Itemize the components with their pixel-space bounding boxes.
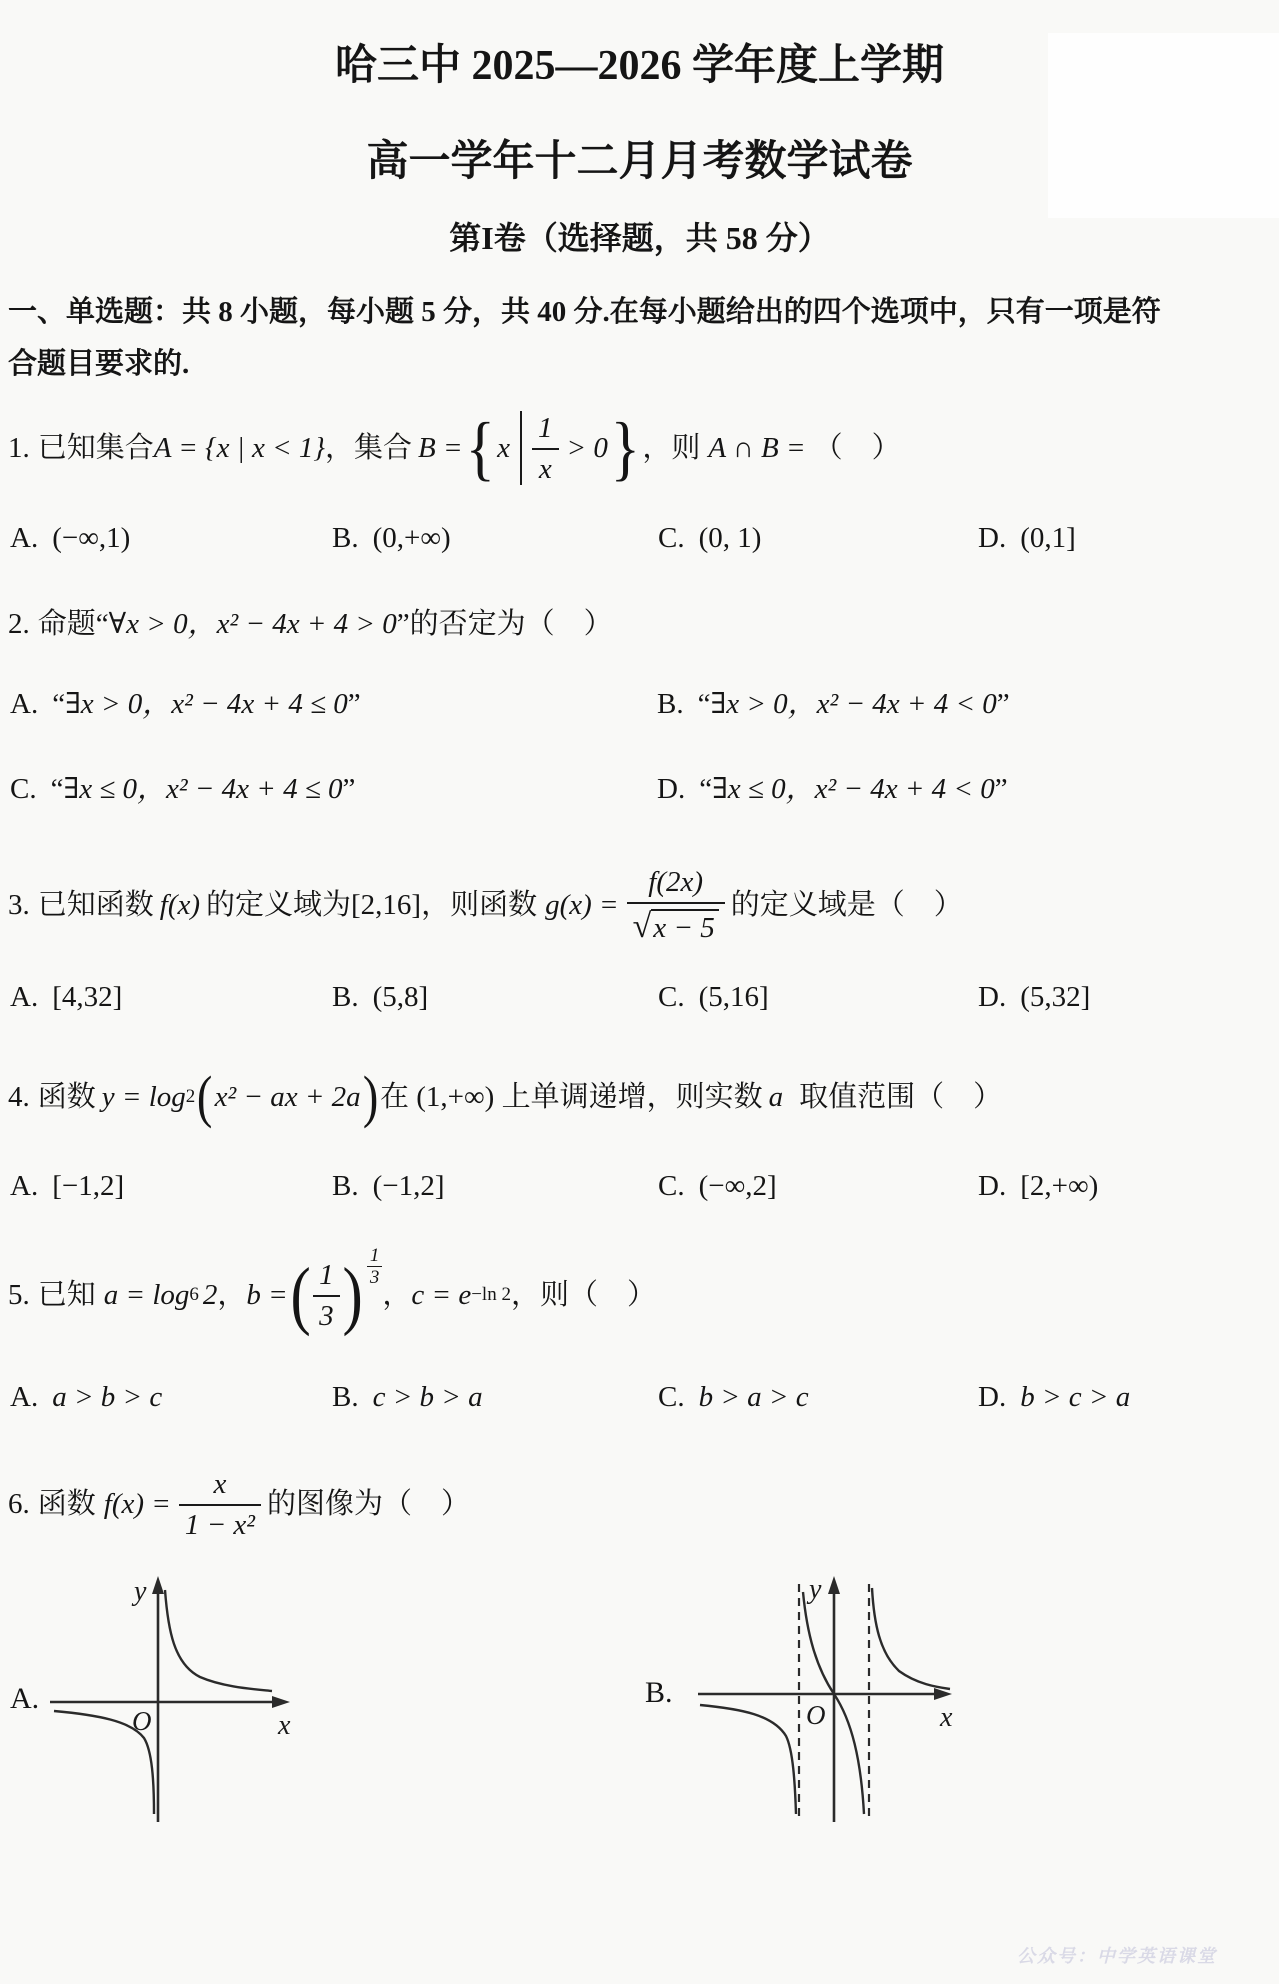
q1-option-b [332, 522, 658, 555]
exam-title-line1: 哈三中 2025—2026 学年度上学期 [334, 43, 944, 89]
q5-frac-denominator: 3 [319, 1300, 334, 1332]
q3-option-c-value: (5,16] [698, 981, 769, 1013]
q1-set-b-var: x [497, 432, 511, 464]
scan-shade-rect [1048, 33, 1279, 218]
q3-option-d [978, 981, 1279, 1014]
q5-option-a [10, 1381, 332, 1414]
q5-frac-numerator: 1 [313, 1257, 340, 1297]
q1-option-a-label: A. [10, 522, 39, 554]
question-2-options-row2 [0, 766, 1279, 807]
question-1-stem: 1. 已知集合 A = {x | x < 1} ，集合 B = { x $\frac{1}{x}$ > 0 } ，则 A ∩ B = （ ） [8, 408, 901, 488]
q5-number: 5. [8, 1279, 30, 1311]
graph-a-y-arrowhead [152, 1576, 164, 1594]
q1-text-1: 已知集合 [37, 432, 154, 464]
q3-radical-sign: √ [632, 908, 652, 946]
graph-a-curve-q1-branch [165, 1590, 272, 1691]
q4-option-d [978, 1170, 1279, 1203]
q2-option-b [657, 681, 1279, 722]
q3-frac-numerator: f(2x) [627, 864, 725, 904]
q3-fx-formula: f(x) [159, 889, 201, 921]
q3-option-d-label: D. [978, 981, 1007, 1013]
q1-fraction-1-over-x [532, 410, 559, 487]
q6-text-1: 函数 [37, 1488, 96, 1520]
q5-a-definition: a = log [103, 1279, 190, 1311]
q3-text-2: 的定义域为[2,16]，则函数 [206, 889, 538, 921]
q1-option-c [658, 522, 978, 555]
q4-var-a: a [768, 1081, 784, 1113]
q2-option-a-value: ∃x > 0，x² − 4x + 4 ≤ 0 [65, 688, 348, 720]
q4-option-d-label: D. [978, 1170, 1007, 1202]
graph-b-origin-label: O [806, 1700, 826, 1730]
question-6-graph-options [0, 1574, 1279, 1839]
q4-option-b-label: B. [332, 1170, 359, 1202]
q2-option-b-label: B. [657, 688, 684, 720]
q4-log-base: y = log [101, 1081, 186, 1113]
q3-number: 3. [8, 889, 30, 921]
question-6 [0, 1456, 1279, 1839]
q3-option-c-label: C. [658, 981, 685, 1013]
q1-option-b-value: (0,+∞) [372, 522, 451, 554]
graph-a-y-label: y [134, 1576, 147, 1607]
q5-option-d [978, 1381, 1279, 1414]
q2-text-1: 命题“ [37, 608, 109, 640]
q1-set-b-lhs: B = [418, 432, 463, 464]
q6-frac-denominator: 1 − x² [184, 1509, 255, 1541]
q4-log-subscript: 2 [185, 1086, 196, 1107]
q2-number: 2. [8, 608, 30, 640]
q1-option-a [10, 522, 332, 555]
q2-option-b-openquote: “ [697, 688, 711, 720]
q5-c-exponent: −ln 2 [471, 1284, 511, 1305]
q5-option-c-value: b > a > c [698, 1381, 809, 1413]
q1-option-a-value: (−∞,1) [52, 522, 131, 554]
q1-set-b-relation: > 0 [566, 432, 608, 464]
graph-a-origin-label: O [132, 1706, 152, 1736]
question-2 [0, 601, 1279, 807]
q3-option-d-value: (5,32] [1020, 981, 1091, 1013]
section-instructions [0, 258, 1279, 390]
question-4-stem: 4. 函数 y = log 2 ( x² − ax + 2a ) 在 (1,+∞) 上单调递增，则实数 a 取值范围（ ） [8, 1064, 1003, 1129]
q5-option-c [658, 1381, 978, 1414]
q5-option-b [332, 1381, 658, 1414]
q5-option-a-value: a > b > c [52, 1381, 163, 1413]
q2-option-d-openquote: “ [699, 773, 713, 805]
q5-option-a-label: A. [10, 1381, 39, 1413]
question-3 [0, 855, 1279, 1014]
q2-option-d-label: D. [657, 773, 686, 805]
q5-a-argument: 2 [202, 1279, 218, 1311]
q1-frac-denominator: x [538, 453, 552, 485]
q4-text-2: 在 (1,+∞) 上单调递增，则实数 [380, 1081, 763, 1113]
q4-option-c-value: (−∞,2] [698, 1170, 777, 1202]
q6-graph-b-svg [688, 1574, 978, 1826]
instructions-line1: 一、单选题：共 8 小题，每小题 5 分，共 40 分.在每小题给出的四个选项中，只有一项是符 [8, 296, 1161, 328]
graph-a-x-label: x [278, 1710, 291, 1741]
q2-option-c-label: C. [10, 773, 37, 805]
q2-option-b-closequote: ” [996, 688, 1010, 720]
q2-option-a [10, 681, 657, 722]
graph-b-y-label: y [809, 1574, 822, 1605]
q2-option-a-closequote: ” [347, 688, 361, 720]
q1-intersection-expr: A ∩ B = [708, 432, 806, 464]
q1-set-a-formula: A = {x | x < 1} [153, 432, 326, 464]
q1-set-builder-bar [520, 411, 522, 485]
q4-option-b [332, 1170, 658, 1203]
q3-option-b [332, 981, 658, 1014]
q2-option-c-value: ∃x ≤ 0，x² − 4x + 4 ≤ 0 [63, 773, 343, 805]
q5-comma-2: ， [382, 1279, 412, 1311]
q1-number: 1. [8, 432, 30, 464]
q4-option-b-value: (−1,2] [372, 1170, 445, 1202]
q2-option-b-value: ∃x > 0，x² − 4x + 4 < 0 [710, 688, 997, 720]
q3-gx-fraction [627, 864, 725, 946]
q2-option-d [657, 766, 1279, 807]
q5-b-lhs: b = [246, 1279, 288, 1311]
q3-text-1: 已知函数 [37, 889, 154, 921]
q2-option-c-openquote: “ [50, 773, 64, 805]
q2-proposition-formula: ∀x > 0，x² − 4x + 4 > 0 [108, 608, 397, 640]
q5-exponent-fraction [367, 1246, 383, 1289]
question-1 [0, 394, 1279, 555]
q1-option-d-label: D. [978, 522, 1007, 554]
q2-option-d-value: ∃x ≤ 0，x² − 4x + 4 < 0 [712, 773, 995, 805]
question-3-stem [0, 855, 1279, 955]
q1-answer-blank: （ ） [813, 432, 901, 464]
q3-radicand: x − 5 [651, 909, 718, 944]
q5-log-subscript: 6 [189, 1284, 199, 1305]
question-1-options [0, 522, 1279, 555]
q6-fx-fraction [179, 1466, 261, 1543]
q4-text-3: 取值范围（ ） [799, 1081, 1003, 1113]
question-5-options [0, 1381, 1279, 1414]
q6-fx-lhs: f(x) = [103, 1488, 171, 1520]
q1-frac-numerator: 1 [532, 410, 559, 450]
q3-option-a-label: A. [10, 981, 39, 1013]
q2-option-c-closequote: ” [342, 773, 356, 805]
instructions-line2: 合题目要求的. [8, 348, 190, 380]
question-3-options [0, 981, 1279, 1014]
q4-option-c-label: C. [658, 1170, 685, 1202]
q5-comma-1: ， [217, 1279, 247, 1311]
q4-option-c [658, 1170, 978, 1203]
question-5-stem: 5. 已知 a = log 6 2 ， b = ( $\frac{1}{3}$ ) $\frac{1}{3}$ ， c = e −ln 2 ，则（ ） [0, 1239, 1279, 1351]
question-6-stem [0, 1456, 1279, 1552]
q1-text-2: ，集合 [325, 432, 413, 464]
q3-text-3: 的定义域是（ ） [730, 889, 963, 921]
graph-b-curve-right-branch [872, 1588, 950, 1689]
q5-option-c-label: C. [658, 1381, 685, 1413]
q1-option-d [978, 522, 1279, 555]
q5-exp-denominator: 3 [369, 1267, 380, 1289]
exam-title-line2: 高一学年十二月月考数学试卷 [366, 139, 913, 185]
q3-option-b-label: B. [332, 981, 359, 1013]
q6-graph-b-label: B. [645, 1676, 673, 1709]
q4-number: 4. [8, 1081, 30, 1113]
q2-text-2: ”的否定为（ ） [396, 608, 613, 640]
q1-option-d-value: (0,1] [1020, 522, 1076, 554]
question-4 [0, 1066, 1279, 1203]
q4-text-1: 函数 [37, 1081, 96, 1113]
q1-text-3: ，则 [642, 432, 701, 464]
part-one-title: 第I卷（选择题，共 58 分） [449, 220, 830, 256]
q3-frac-denominator [627, 904, 725, 946]
question-4-options [0, 1170, 1279, 1203]
graph-b-y-arrowhead [828, 1576, 840, 1594]
q6-text-2: 的图像为（ ） [266, 1488, 470, 1520]
q6-frac-numerator: x [179, 1466, 261, 1506]
q6-graph-a-label: A. [10, 1682, 40, 1715]
q5-c-definition: c = e [411, 1279, 472, 1311]
q2-option-d-closequote: ” [994, 773, 1008, 805]
question-5 [0, 1239, 1279, 1414]
q5-exponent [367, 1242, 383, 1289]
q4-option-a-value: [−1,2] [52, 1170, 125, 1202]
q3-option-a [10, 981, 332, 1014]
q6-graph-a-svg [42, 1574, 292, 1826]
q3-option-c [658, 981, 978, 1014]
q5-exp-numerator: 1 [367, 1246, 383, 1268]
graph-a-x-arrowhead [272, 1696, 290, 1708]
q4-quadratic-expr: x² − ax + 2a [214, 1081, 361, 1113]
q5-option-d-label: D. [978, 1381, 1007, 1413]
q5-text-2: ，则（ ） [510, 1279, 656, 1311]
q5-option-b-value: c > b > a [372, 1381, 483, 1413]
q4-option-a-label: A. [10, 1170, 39, 1202]
q4-option-d-value: [2,+∞) [1020, 1170, 1099, 1202]
q5-option-b-label: B. [332, 1381, 359, 1413]
question-2-options-row1 [0, 681, 1279, 722]
q6-number: 6. [8, 1488, 30, 1520]
question-2-stem [0, 601, 1279, 647]
q3-option-a-value: [4,32] [52, 981, 123, 1013]
q5-one-third-fraction [313, 1257, 340, 1334]
q5-text-1: 已知 [37, 1279, 96, 1311]
q5-option-d-value: b > c > a [1020, 1381, 1131, 1413]
q3-gx-lhs: g(x) = [545, 889, 619, 921]
graph-b-curve-left-branch [700, 1705, 796, 1814]
q4-option-a [10, 1170, 332, 1203]
q2-option-a-label: A. [10, 688, 39, 720]
q3-option-b-value: (5,8] [372, 981, 429, 1013]
q2-option-c [10, 766, 657, 807]
q1-option-c-value: (0, 1) [698, 522, 762, 554]
q1-option-c-label: C. [658, 522, 685, 554]
q1-option-b-label: B. [332, 522, 359, 554]
graph-b-x-label: x [940, 1702, 953, 1733]
q2-option-a-openquote: “ [52, 688, 66, 720]
wechat-watermark: 公众号：中学英语课堂 [1017, 1946, 1217, 1966]
